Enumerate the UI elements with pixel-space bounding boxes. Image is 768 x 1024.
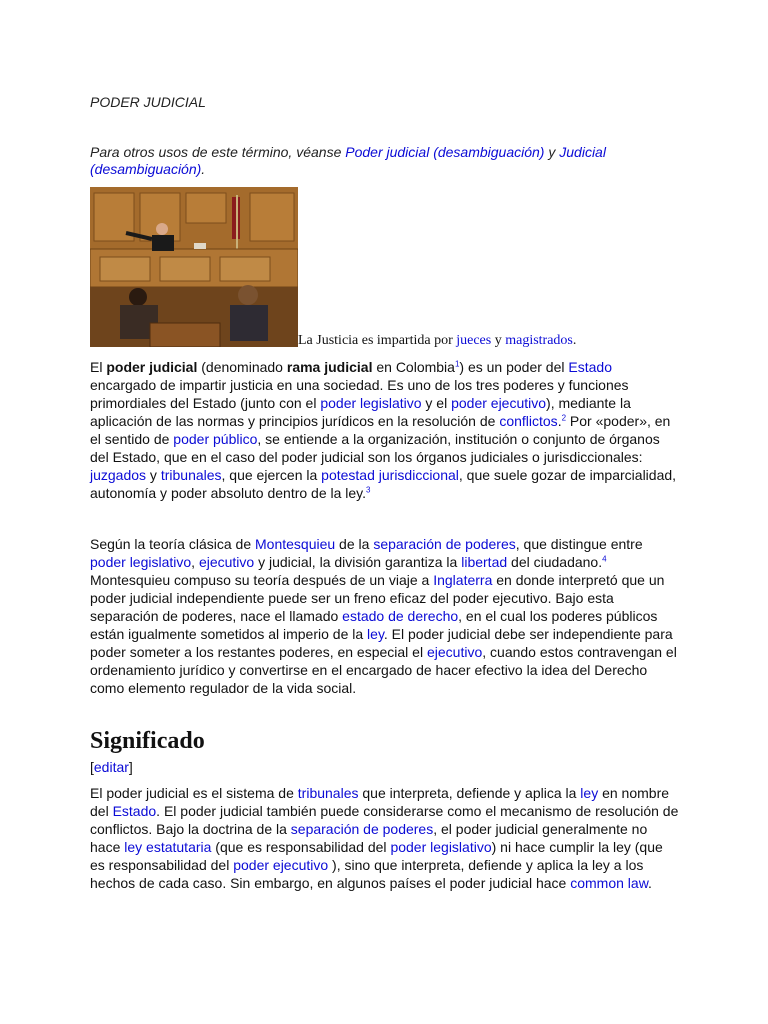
link-ejecutivo[interactable]: ejecutivo xyxy=(198,554,255,570)
paragraph-montesquieu: Según la teoría clásica de Montesquieu de la separación de poderes, que distingue entre poder legislativo, ejecutivo y judicial, la división garantiza la libertad del ciudadano.$^4$ Montesquieu compuso su teoría después de un viaje a Inglaterra en donde interpretó que un poder judicial independiente puede ser un freno eficaz del poder ejecutivo. Bajo esta separación de poderes, nace el llamado estado de derecho, en el cual los poderes públicos están igualmente sometidos al imperio de la ley. El poder judicial debe ser independiente para poder someter a los restantes poderes, en especial el ejecutivo, cuando estos contravengan el ordenamiento jurídico y convertirse en el encargado de hacer efectivo la idea del Derecho como elemento regulador de la vida social. xyxy=(90,536,677,696)
link-jueces[interactable]: jueces xyxy=(456,333,492,348)
link-libertad[interactable]: libertad xyxy=(461,554,508,570)
link-ley[interactable]: ley xyxy=(580,785,599,801)
link-ley-estatutaria[interactable]: ley estatutaria xyxy=(124,839,212,855)
disambiguation-note: Para otros usos de este término, véanse Poder judicial (desambiguación) y Judicial (desambiguación). xyxy=(90,144,606,177)
link-poder-legislativo[interactable]: poder legislativo xyxy=(390,839,492,855)
link-magistrados[interactable]: magistrados xyxy=(505,333,573,348)
paragraph-significado: El poder judicial es el sistema de tribunales que interpreta, defiende y aplica la ley en nombre del Estado. El poder judicial también puede considerarse como el mecanismo de resolución de conflictos. Bajo la doctrina de la separación de poderes, el poder judicial generalmente no hace ley estatutaria (que es responsabilidad del poder legislativo) ni hace cumplir la ley (que es responsabilidad del poder ejecutivo ), sino que interpreta, defiende y aplica la ley a los hechos de cada caso. Sin embargo, en algunos países el poder judicial hace common law. xyxy=(90,785,679,891)
link-inglaterra[interactable]: Inglaterra xyxy=(433,572,493,588)
figure xyxy=(90,187,680,351)
paragraph-intro: El poder judicial (denominado rama judicial en Colombia$^1$) es un poder del Estado encargado de impartir justicia en una sociedad. Es uno de los tres poderes y funciones primordiales del Estado (junto con el poder legislativo y el poder ejecutivo), mediante la aplicación de las normas y principios jurídicos en la resolución de conflictos.$^2$ Por «poder», en el sentido de poder público, se entiende a la organización, institución o conjunto de órganos del Estado, que en el caso del poder judicial son los órganos judiciales o jurisdiccionales: juzgados y tribunales, que ejercen la potestad jurisdiccional, que suele gozar de imparcialidad, autonomía y poder absoluto dentro de la ley.$^3$ xyxy=(90,359,677,501)
link-poder-legislativo[interactable]: poder legislativo xyxy=(320,395,422,411)
link-poder-ejecutivo[interactable]: poder ejecutivo xyxy=(451,395,547,411)
courtroom-image xyxy=(90,187,298,347)
link-tribunales[interactable]: tribunales xyxy=(297,785,359,801)
link-conflictos[interactable]: conflictos xyxy=(499,413,558,429)
courtroom-photo xyxy=(90,187,298,347)
link-estado[interactable]: Estado xyxy=(112,803,157,819)
link-separacion-de-poderes[interactable]: separación de poderes xyxy=(373,536,516,552)
link-estado-de-derecho[interactable]: estado de derecho xyxy=(342,608,459,624)
section-heading: Significado xyxy=(90,728,205,754)
link-judicial-desambiguacion[interactable]: Judicial (desambiguación) xyxy=(90,144,606,177)
link-ejecutivo[interactable]: ejecutivo xyxy=(426,644,483,660)
link-separacion-de-poderes[interactable]: separación de poderes xyxy=(290,821,434,837)
link-poder-ejecutivo[interactable]: poder ejecutivo xyxy=(233,857,329,873)
footnote-ref-2[interactable]: 2 xyxy=(561,413,567,423)
footnote-ref-4[interactable]: 4 xyxy=(602,554,607,564)
link-poder-publico[interactable]: poder público xyxy=(173,431,258,447)
link-ley[interactable]: ley xyxy=(367,626,384,642)
footnote-ref-1[interactable]: 1 xyxy=(454,359,460,369)
link-poder-judicial-desambiguacion[interactable]: Poder judicial (desambiguación) xyxy=(345,144,545,160)
link-common-law[interactable]: common law xyxy=(570,875,649,891)
link-poder-legislativo[interactable]: poder legislativo xyxy=(90,554,192,570)
link-juzgados[interactable]: juzgados xyxy=(90,467,147,483)
link-montesquieu[interactable]: Montesquieu xyxy=(255,536,336,552)
link-estado[interactable]: Estado xyxy=(568,359,612,375)
edit-link[interactable]: editar xyxy=(93,759,129,775)
page-title: PODER JUDICIAL xyxy=(90,94,206,110)
footnote-ref-3[interactable]: 3 xyxy=(366,485,371,495)
figure-caption: La Justicia es impartida por jueces y magistrados. xyxy=(298,333,577,348)
edit-section: [editar] xyxy=(90,759,133,775)
link-tribunales[interactable]: tribunales xyxy=(160,467,222,483)
link-potestad-jurisdiccional[interactable]: potestad jurisdiccional xyxy=(321,467,459,483)
